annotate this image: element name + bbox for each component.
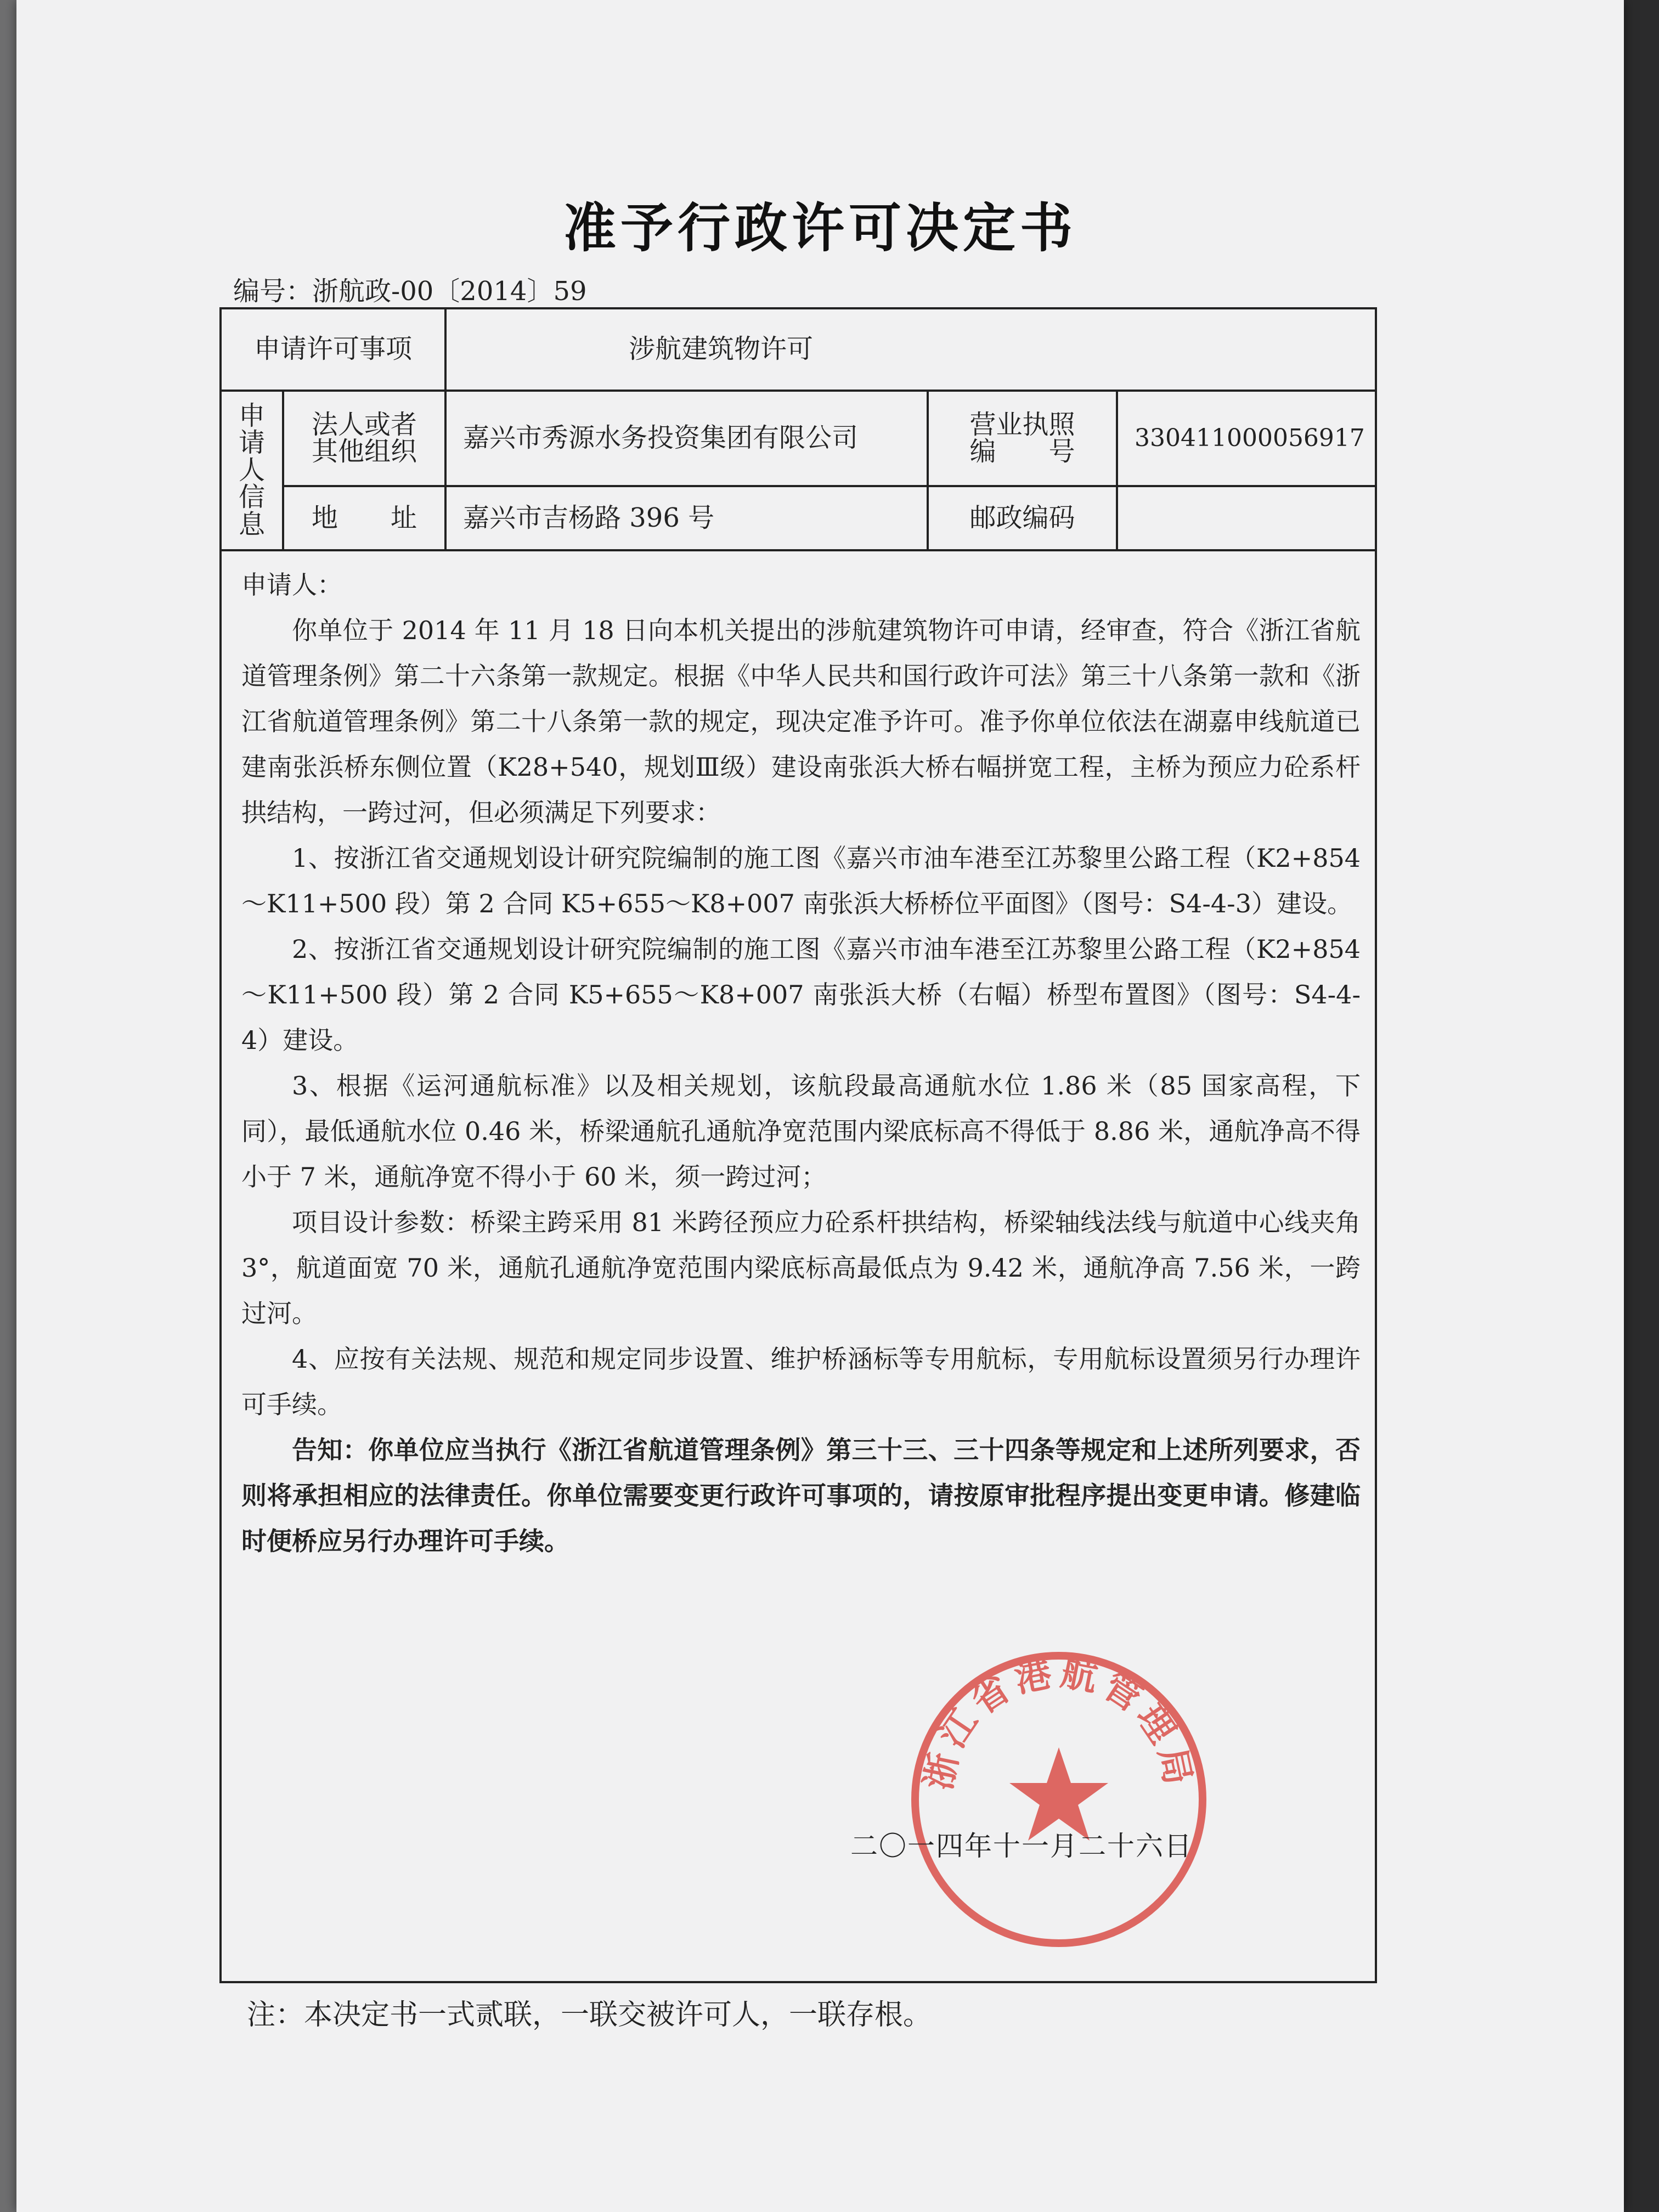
document-page <box>16 0 1624 2212</box>
postcode-label: 邮政编码 <box>969 502 1075 533</box>
license-label <box>929 392 1116 485</box>
applicant-info-char: 人 <box>238 454 265 486</box>
paragraph: 你单位于 2014 年 11 月 18 日向本机关提出的涉航建筑物许可申请，经审查，符合《浙江省航道管理条例》第二十六条第一款规定。根据《中华人民共和国行政许可法》第三十八条第一款和《浙江省航道管理条例》第二十八条第一款的规定，现决定准予许可。准予你单位依法在湖嘉申线航道已建南张浜桥东侧位置（K28+540，规划Ⅲ级）建设南张浜大桥右幅拼宽工程，主桥为预应力砼系杆拱结构，一跨过河，但必须满足下列要求： <box>241 616 1361 827</box>
applicant-info-char: 息 <box>238 509 265 540</box>
paragraph: 项目设计参数：桥梁主跨采用 81 米跨径预应力砼系杆拱结构，桥梁轴线法线与航道中心线夹角 3°，航道面宽 70 米，通航孔通航净宽范围内梁底标高最低点为 9.42 米，通航净高 7.56 米，一跨过河。 <box>241 1207 1361 1328</box>
address-label: 地 址 <box>311 502 417 533</box>
paragraph: 3、根据《运河通航标准》以及相关规划，该航段最高通航水位 1.86 米（85 国家高程，下同），最低通航水位 0.46 米，桥梁通航孔通航净宽范围内梁底标高不得低于 8.86 米，通航净高不得小于 7 米，通航净宽不得小于 60 米，须一跨过河； <box>241 1071 1361 1192</box>
issue-date: 二〇一四年十一月二十六日 <box>850 1830 1193 1862</box>
postcode-value <box>1118 487 1375 549</box>
org-label <box>284 392 444 485</box>
applicant-info-label <box>222 392 282 549</box>
seal-text: 浙江省港航管理局 <box>916 1650 1201 1794</box>
official-seal-icon <box>905 1646 1212 1953</box>
license-label-line: 营业执照 <box>969 409 1075 440</box>
salutation: 申请人： <box>241 570 342 600</box>
decision-body <box>241 562 1361 1564</box>
paragraph: 2、按浙江省交通规划设计研究院编制的施工图《嘉兴市油车港至江苏黎里公路工程（K2+854～K11+500 段）第 2 合同 K5+655～K8+007 南张浜大桥（右幅）桥型布置图》（图号：S4-4-4）建设。 <box>241 934 1361 1055</box>
applicant-info-char: 信 <box>238 482 265 513</box>
license-value: 330411000056917 <box>1135 424 1365 452</box>
table-rule <box>222 549 1375 551</box>
applicant-info-char: 申 <box>238 400 265 431</box>
item-label: 申请许可事项 <box>253 334 412 365</box>
license-label-line: 编 号 <box>969 436 1075 467</box>
footnote: 注：本决定书一式贰联，一联交被许可人，一联存根。 <box>247 1999 932 2032</box>
org-label-line: 其他组织 <box>311 436 417 467</box>
applicant-info-char: 请 <box>238 427 265 459</box>
paragraph: 4、应按有关法规、规范和规定同步设置、维护桥涵标等专用航标，专用航标设置须另行办理许可手续。 <box>241 1344 1361 1419</box>
org-label-line: 法人或者 <box>311 409 417 440</box>
document-title: 准予行政许可决定书 <box>563 197 1077 259</box>
address-value: 嘉兴市吉杨路 396 号 <box>463 502 715 533</box>
item-value: 涉航建筑物许可 <box>628 334 813 365</box>
paragraph: 1、按浙江省交通规划设计研究院编制的施工图《嘉兴市油车港至江苏黎里公路工程（K2+854～K11+500 段）第 2 合同 K5+655～K8+007 南张浜大桥桥位平面图》（图号：S4-4-3）建设。 <box>241 843 1361 918</box>
document-number: 编号：浙航政-00〔2014〕59 <box>233 276 587 307</box>
notice-paragraph: 告知：你单位应当执行《浙江省航道管理条例》第三十三、三十四条等规定和上述所列要求，否则将承担相应的法律责任。你单位需要变更行政许可事项的，请按原审批程序提出变更申请。修建临时便桥应另行办理许可手续。 <box>241 1435 1361 1556</box>
org-value: 嘉兴市秀源水务投资集团有限公司 <box>463 422 859 454</box>
